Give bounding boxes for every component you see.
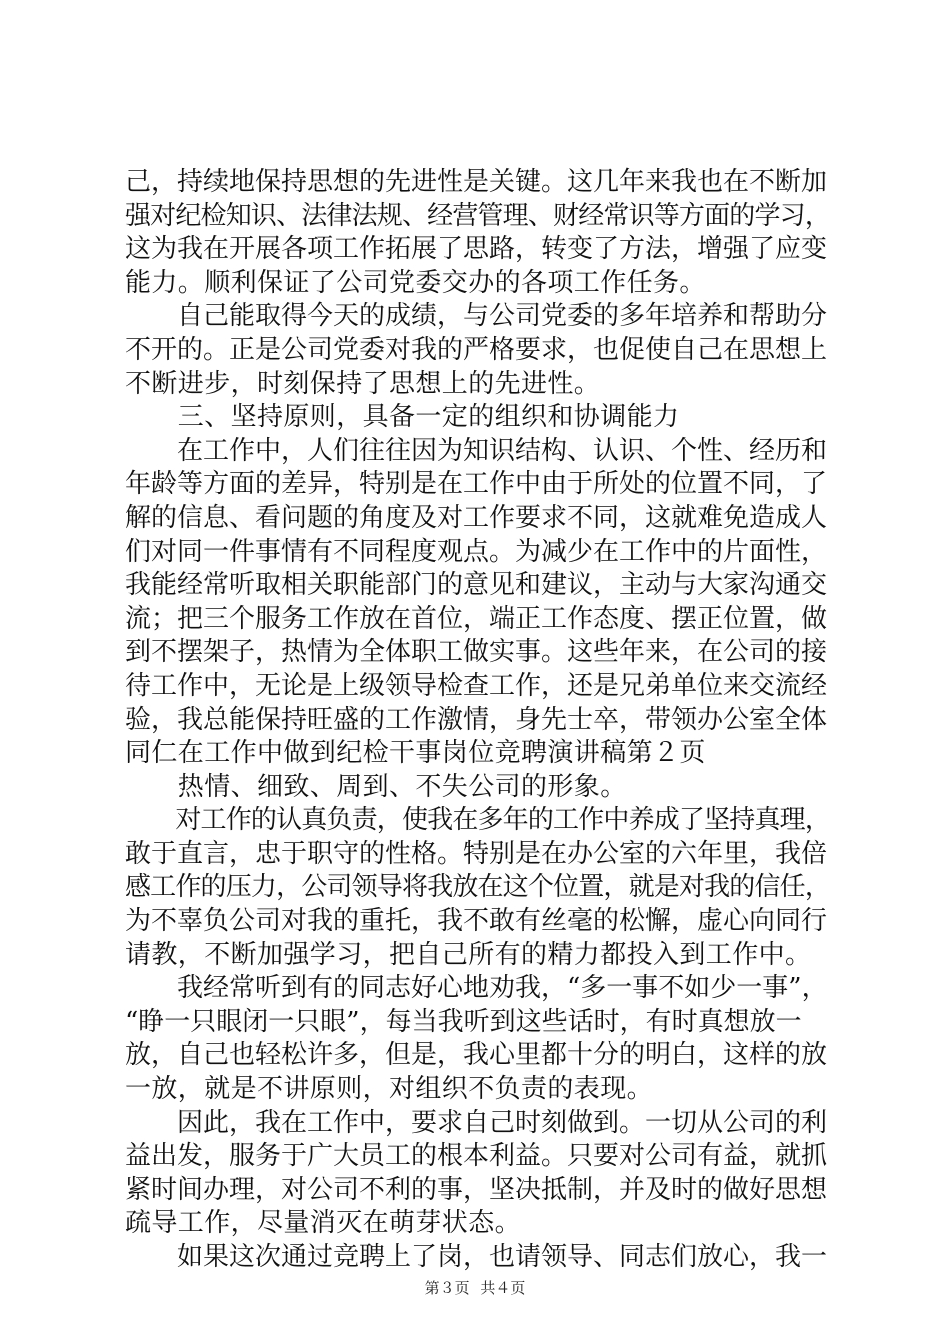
- text-line: 为不辜负公司对我的重托，我不敢有丝毫的松懈，虚心向同行: [125, 906, 828, 937]
- text-line: 到不摆架子，热情为全体职工做实事。这些年来，在公司的接: [125, 637, 828, 668]
- text-line: 热情、细致、周到、不失公司的形象。: [125, 771, 627, 802]
- text-line: 敢于直言，忠于职守的性格。特别是在办公室的六年里，我倍: [125, 838, 828, 869]
- text-line: 验，我总能保持旺盛的工作激情，身先士卒，带领办公室全体: [125, 704, 828, 735]
- text-line: 自己能取得今天的成绩，与公司党委的多年培养和帮助分: [125, 301, 828, 332]
- text-line: 我能经常听取相关职能部门的意见和建议，主动与大家沟通交: [125, 570, 828, 601]
- text-line: 放，自己也轻松许多，但是，我心里都十分的明白，这样的放: [125, 1040, 828, 1071]
- text-line: 待工作中，无论是上级领导检查工作，还是兄弟单位来交流经: [125, 670, 828, 701]
- text-line: 感工作的压力，公司领导将我放在这个位置，就是对我的信任，: [125, 872, 831, 903]
- text-line: 这为我在开展各项工作拓展了思路，转变了方法，增强了应变: [125, 234, 828, 265]
- text-line: 在工作中，人们往往因为知识结构、认识、个性、经历和: [125, 435, 828, 466]
- text-line: 因此，我在工作中，要求自己时刻做到。一切从公司的利: [125, 1107, 828, 1138]
- text-line: 如果这次通过竞聘上了岗，也请领导、同志们放心，我一: [125, 1242, 828, 1272]
- text-line: 己，持续地保持思想的先进性是关键。这几年来我也在不断加: [125, 167, 828, 197]
- text-line: 一放，就是不讲原则，对组织不负责的表现。: [125, 1074, 654, 1105]
- text-line: 请教，不断加强学习，把自己所有的精力都投入到工作中。: [125, 939, 812, 970]
- text-line: 年龄等方面的差异，特别是在工作中由于所处的位置不同，了: [125, 469, 828, 500]
- text-line: 流；把三个服务工作放在首位，端正工作态度、摆正位置，做: [125, 603, 828, 634]
- text-line: 紧时间办理，对公司不利的事，坚决抵制，并及时的做好思想: [125, 1174, 828, 1205]
- text-line: 益出发，服务于广大员工的根本利益。只要对公司有益，就抓: [125, 1141, 828, 1172]
- text-line: 疏导工作，尽量消灭在萌芽状态。: [125, 1208, 522, 1239]
- text-line: 强对纪检知识、法律法规、经营管理、财经常识等方面的学习，: [125, 200, 831, 231]
- body-text: [125, 166, 830, 1275]
- text-line: 不断进步，时刻保持了思想上的先进性。: [125, 368, 601, 399]
- text-line: 解的信息、看问题的角度及对工作要求不同，这就难免造成人: [125, 502, 828, 533]
- text-line: 不开的。正是公司党委对我的严格要求，也促使自己在思想上: [125, 334, 828, 365]
- text-line: “睁一只眼闭一只眼”，每当我听到这些话时，有时真想放一: [125, 1006, 802, 1037]
- text-line: 对工作的认真负责，使我在多年的工作中养成了坚持真理，: [125, 805, 831, 836]
- text-line: 三、坚持原则，具备一定的组织和协调能力: [125, 402, 680, 433]
- page-number: 第３页: [424, 1279, 470, 1297]
- text-line: 们对同一件事情有不同程度观点。为减少在工作中的片面性，: [125, 536, 828, 567]
- text-line: 同仁在工作中做到纪检干事岗位竞聘演讲稿第２页: [125, 738, 706, 769]
- text-line: 能力。顺利保证了公司党委交办的各项工作任务。: [125, 267, 706, 298]
- page-footer: [0, 1277, 950, 1298]
- page-total: 共４页: [480, 1279, 526, 1297]
- text-line: 我经常听到有的同志好心地劝我，“多一事不如少一事”，: [125, 973, 828, 1004]
